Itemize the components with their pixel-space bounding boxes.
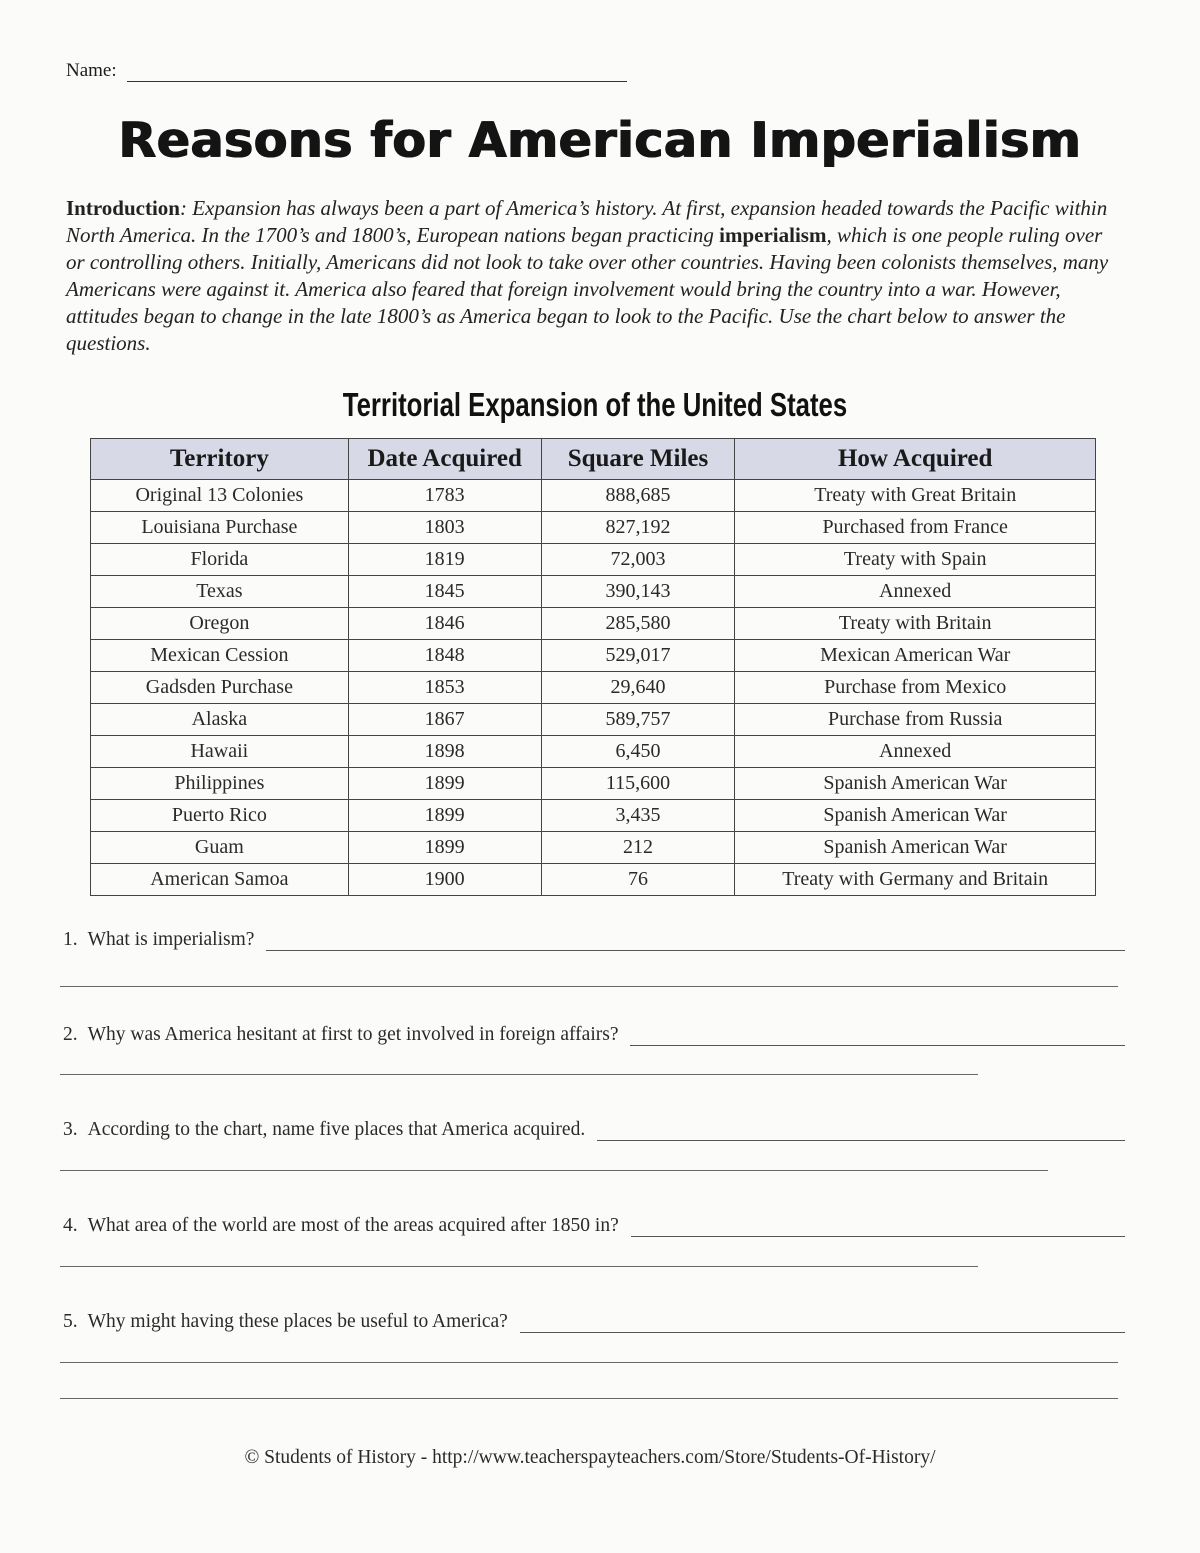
cell-territory: Florida [91, 544, 349, 576]
introduction [66, 195, 1116, 357]
cell-how-acquired: Treaty with Britain [735, 608, 1096, 640]
cell-date: 1898 [348, 736, 541, 768]
answer-line[interactable] [60, 985, 1118, 987]
question-number: 2. [63, 1024, 78, 1045]
question-text: Why was America hesitant at first to get involved in foreign affairs? [87, 1024, 619, 1045]
question-2 [60, 1020, 1125, 1046]
cell-territory: Puerto Rico [91, 800, 349, 832]
answer-line[interactable] [266, 930, 1125, 951]
cell-territory: Alaska [91, 704, 349, 736]
cell-date: 1899 [348, 800, 541, 832]
cell-how-acquired: Purchase from Russia [735, 704, 1096, 736]
cell-date: 1899 [348, 768, 541, 800]
cell-how-acquired: Spanish American War [735, 800, 1096, 832]
header-territory: Territory [91, 439, 349, 480]
chart-title: Territorial Expansion of the United States [342, 386, 848, 423]
territory-table [90, 438, 1096, 896]
cell-territory: Texas [91, 576, 349, 608]
header-date-acquired: Date Acquired [348, 439, 541, 480]
question-text: What area of the world are most of the areas acquired after 1850 in? [87, 1215, 619, 1236]
cell-territory: Gadsden Purchase [91, 672, 349, 704]
table-row [91, 768, 1096, 800]
cell-territory: Philippines [91, 768, 349, 800]
answer-line[interactable] [520, 1312, 1125, 1333]
intro-lead: Introduction [66, 196, 180, 220]
cell-square-miles: 6,450 [541, 736, 735, 768]
cell-how-acquired: Treaty with Germany and Britain [735, 864, 1096, 896]
cell-date: 1845 [348, 576, 541, 608]
cell-square-miles: 212 [541, 832, 735, 864]
table-row [91, 672, 1096, 704]
name-row [66, 60, 627, 82]
table-row [91, 864, 1096, 896]
table-row [91, 608, 1096, 640]
cell-square-miles: 827,192 [541, 512, 735, 544]
table-row [91, 800, 1096, 832]
table-body [91, 480, 1096, 896]
intro-term: imperialism [719, 223, 827, 247]
answer-line[interactable] [60, 1169, 1048, 1171]
table-header-row [91, 439, 1096, 480]
cell-date: 1846 [348, 608, 541, 640]
name-label: Name: [66, 60, 117, 81]
question-number: 1. [63, 929, 78, 950]
answer-line[interactable] [60, 1361, 1118, 1363]
cell-square-miles: 115,600 [541, 768, 735, 800]
cell-how-acquired: Treaty with Great Britain [735, 480, 1096, 512]
cell-territory: Oregon [91, 608, 349, 640]
answer-line[interactable] [630, 1025, 1125, 1046]
question-3 [60, 1115, 1125, 1141]
cell-how-acquired: Purchase from Mexico [735, 672, 1096, 704]
name-field[interactable] [127, 61, 627, 82]
cell-square-miles: 76 [541, 864, 735, 896]
cell-date: 1867 [348, 704, 541, 736]
table-row [91, 512, 1096, 544]
cell-square-miles: 888,685 [541, 480, 735, 512]
intro-text-2: , which is one people ruling over or controlling others. Initially, Americans did not look to take over other countries. Having been colonists themselves, many Americans were against it. America also feared that foreign involvement would bring the country into a war. However, attitudes began to change in the late 1800’s as America began to look to the Pacific. Use the chart below to answer the questions. [66, 223, 1109, 355]
cell-date: 1819 [348, 544, 541, 576]
cell-how-acquired: Annexed [735, 736, 1096, 768]
cell-territory: Original 13 Colonies [91, 480, 349, 512]
cell-territory: Guam [91, 832, 349, 864]
cell-territory: Hawaii [91, 736, 349, 768]
cell-square-miles: 285,580 [541, 608, 735, 640]
question-text: Why might having these places be useful to America? [87, 1311, 508, 1332]
cell-square-miles: 29,640 [541, 672, 735, 704]
cell-date: 1853 [348, 672, 541, 704]
cell-how-acquired: Purchased from France [735, 512, 1096, 544]
intro-text-1: : Expansion has always been a part of America’s history. At first, expansion headed towards the Pacific within North America. In the 1700’s and 1800’s, European nations began practicing [66, 196, 1108, 247]
table-row [91, 736, 1096, 768]
answer-line[interactable] [60, 1265, 978, 1267]
page-title: Reasons for American Imperialism [118, 112, 1082, 169]
table-row [91, 640, 1096, 672]
question-number: 3. [63, 1119, 78, 1140]
answer-line[interactable] [60, 1073, 978, 1075]
table-row [91, 832, 1096, 864]
cell-square-miles: 3,435 [541, 800, 735, 832]
cell-how-acquired: Spanish American War [735, 768, 1096, 800]
question-5 [60, 1307, 1125, 1333]
table-row [91, 480, 1096, 512]
cell-square-miles: 529,017 [541, 640, 735, 672]
question-4 [60, 1211, 1125, 1237]
header-square-miles: Square Miles [541, 439, 735, 480]
footer-credit: © Students of History - http://www.teacherspayteachers.com/Store/Students-Of-History/ [244, 1447, 936, 1468]
question-text: What is imperialism? [87, 929, 255, 950]
table-row [91, 704, 1096, 736]
answer-line[interactable] [631, 1216, 1125, 1237]
answer-line[interactable] [60, 1397, 1118, 1399]
cell-date: 1899 [348, 832, 541, 864]
cell-date: 1783 [348, 480, 541, 512]
table-row [91, 544, 1096, 576]
cell-how-acquired: Spanish American War [735, 832, 1096, 864]
cell-date: 1848 [348, 640, 541, 672]
cell-territory: Louisiana Purchase [91, 512, 349, 544]
answer-line[interactable] [597, 1120, 1125, 1141]
cell-square-miles: 390,143 [541, 576, 735, 608]
header-how-acquired: How Acquired [735, 439, 1096, 480]
cell-date: 1803 [348, 512, 541, 544]
question-number: 5. [63, 1311, 78, 1332]
cell-date: 1900 [348, 864, 541, 896]
question-text: According to the chart, name five places that America acquired. [87, 1119, 586, 1140]
cell-how-acquired: Annexed [735, 576, 1096, 608]
cell-territory: American Samoa [91, 864, 349, 896]
table-row [91, 576, 1096, 608]
cell-territory: Mexican Cession [91, 640, 349, 672]
cell-square-miles: 589,757 [541, 704, 735, 736]
cell-square-miles: 72,003 [541, 544, 735, 576]
question-1 [60, 925, 1125, 951]
question-number: 4. [63, 1215, 78, 1236]
cell-how-acquired: Treaty with Spain [735, 544, 1096, 576]
cell-how-acquired: Mexican American War [735, 640, 1096, 672]
